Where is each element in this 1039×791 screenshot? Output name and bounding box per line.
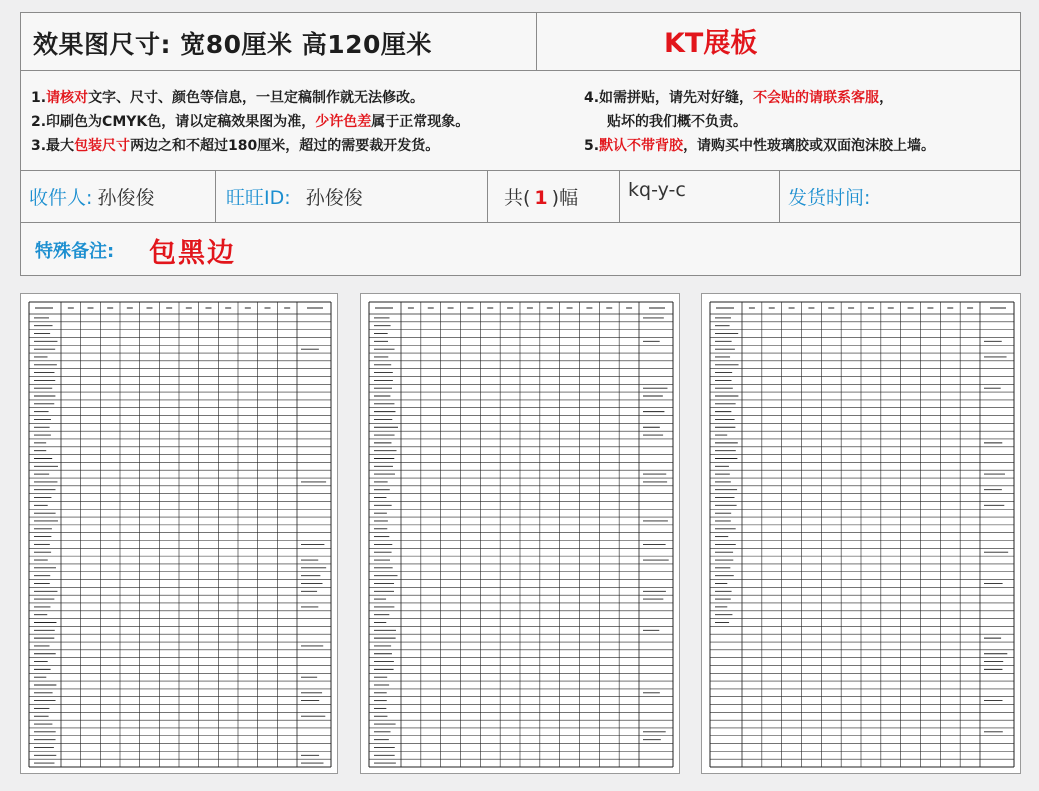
- note-1-part-3: 文字、尺寸、颜色等信息，一旦定稿制作就无法修改。: [88, 90, 425, 106]
- info-row: [21, 171, 1020, 223]
- note-2-part-1: 2.印刷色为CMYK色，请以定稿效果图为准，: [31, 114, 316, 130]
- size-title: 效果图尺寸: 宽80厘米 高120厘米: [33, 30, 432, 59]
- note-4-part-3: ，: [879, 90, 894, 106]
- ruled-table-graphic-2: [361, 294, 681, 775]
- code-cell: [620, 171, 780, 222]
- wangwang-label: 旺旺ID:: [226, 187, 291, 209]
- preview-panel-1: [20, 293, 338, 774]
- remark-row: [21, 223, 1020, 275]
- order-info-sheet: [20, 12, 1021, 276]
- product-cell: [537, 13, 1022, 70]
- ruled-table-graphic-3: [702, 294, 1022, 775]
- recipient-label: 收件人:: [29, 187, 93, 209]
- recipient-value: 孙俊俊: [97, 187, 155, 209]
- count-suffix: )幅: [551, 187, 579, 209]
- recipient-cell: [21, 171, 216, 222]
- note-6-part-1: 5.: [584, 138, 600, 154]
- note-5-part-1: 贴坏的我们概不负责。: [607, 114, 747, 130]
- note-4-part-1: 4.如需拼贴，请先对好缝，: [584, 90, 754, 106]
- remark-label: 特殊备注:: [35, 241, 115, 262]
- count-cell: [488, 171, 620, 222]
- note-2-part-2: 少许色差: [315, 114, 372, 130]
- note-5: [584, 135, 935, 155]
- note-4: [584, 87, 893, 107]
- wangwang-cell: [216, 171, 488, 222]
- note-1-part-1: 1.: [31, 90, 47, 106]
- order-code: kq-y-c: [628, 179, 686, 201]
- ship-cell: [780, 171, 1022, 222]
- note-2-part-3: 属于正常现象。: [371, 114, 470, 130]
- note-4-part-2: 不会贴的请联系客服: [753, 90, 880, 106]
- note-3: [31, 135, 439, 155]
- note-4-continued: [607, 111, 747, 131]
- note-6-part-3: ，请购买中性玻璃胶或双面泡沫胶上墙。: [683, 138, 936, 154]
- note-3-part-2: 包装尺寸: [74, 138, 131, 154]
- note-3-part-3: 两边之和不超过180厘米，超过的需要裁开发货。: [130, 138, 440, 154]
- title-row: [21, 13, 1020, 71]
- wangwang-value: 孙俊俊: [305, 187, 363, 209]
- preview-panel-2: [360, 293, 680, 774]
- count-value: 1: [534, 187, 548, 209]
- note-2: [31, 111, 469, 131]
- note-1-part-2: 请核对: [46, 90, 89, 106]
- notes-row: [21, 71, 1020, 171]
- ship-label: 发货时间:: [788, 187, 871, 209]
- product-title: KT展板: [664, 28, 758, 59]
- note-1: [31, 87, 424, 107]
- count-prefix: 共(: [504, 187, 531, 209]
- remark-value: 包黑边: [149, 238, 236, 269]
- note-3-part-1: 3.最大: [31, 138, 75, 154]
- size-cell: [21, 13, 537, 70]
- note-6-part-2: 默认不带背胶: [599, 138, 684, 154]
- ruled-table-graphic-1: [21, 294, 339, 775]
- preview-panel-3: [701, 293, 1021, 774]
